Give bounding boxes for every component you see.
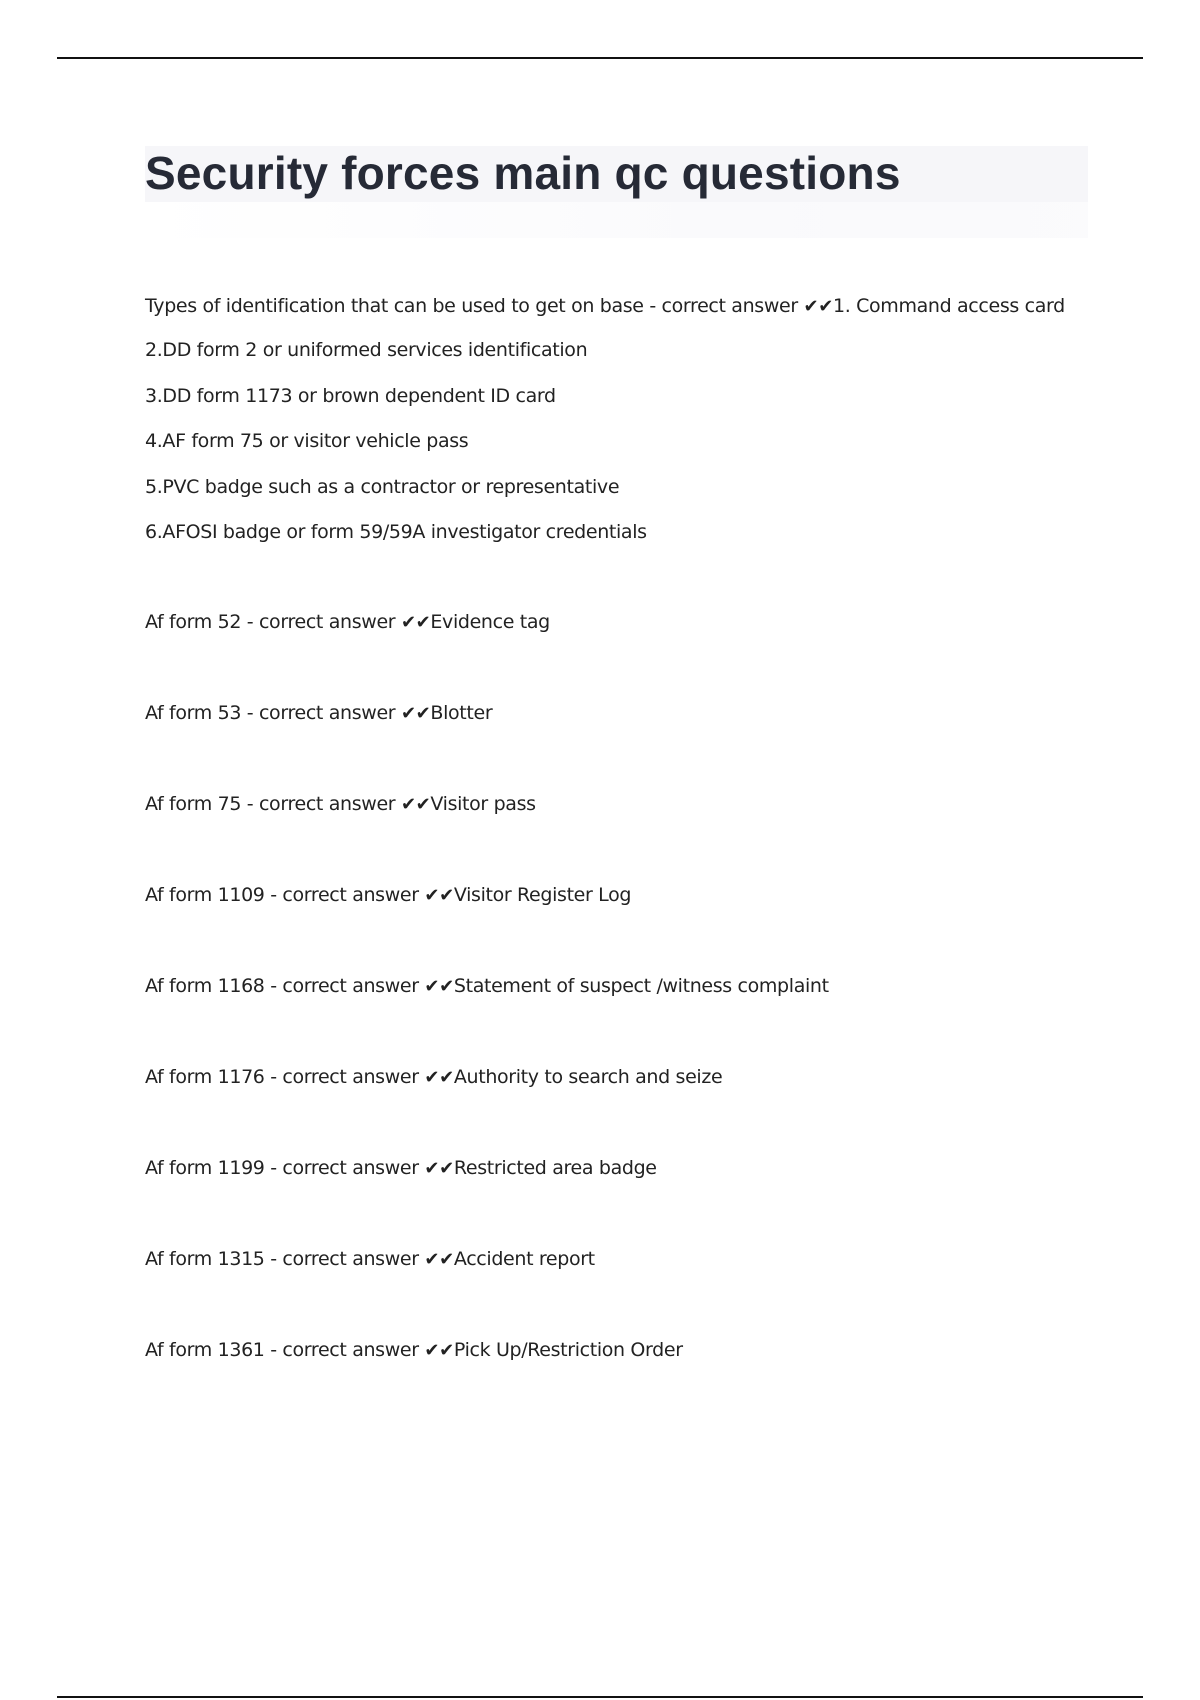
id-question-text: Types of identification that can be used to get on base - correct answer bbox=[145, 295, 804, 317]
qa-line-af-form-1361 bbox=[145, 1338, 683, 1363]
id-answer-item: 2.DD form 2 or uniformed services identification bbox=[145, 339, 588, 361]
qa-line-af-form-1176 bbox=[145, 1065, 722, 1090]
id-answer-item: 3.DD form 1173 or brown dependent ID card bbox=[145, 385, 556, 407]
qa-question: Af form 1176 - correct answer bbox=[145, 1066, 425, 1088]
id-answer-item: 5.PVC badge such as a contractor or representative bbox=[145, 476, 620, 498]
qa-line-af-form-53 bbox=[145, 701, 492, 726]
checkmark-icon: ✔✔ bbox=[400, 703, 431, 724]
qa-question: Af form 1109 - correct answer bbox=[145, 884, 425, 906]
id-answer-item: 6.AFOSI badge or form 59/59A investigator credentials bbox=[145, 521, 647, 543]
qa-question: Af form 52 - correct answer bbox=[145, 611, 401, 633]
checkmark-icon: ✔✔ bbox=[424, 1249, 454, 1270]
qa-answer: Authority to search and seize bbox=[453, 1066, 723, 1088]
qa-line-af-form-52 bbox=[145, 610, 550, 635]
top-rule bbox=[57, 57, 1143, 59]
qa-line-af-form-75 bbox=[145, 792, 536, 817]
checkmark-icon: ✔✔ bbox=[424, 1067, 454, 1088]
qa-answer: Blotter bbox=[430, 702, 493, 724]
qa-answer: Restricted area badge bbox=[453, 1157, 657, 1179]
qa-answer: Visitor Register Log bbox=[453, 884, 632, 906]
id-answer-first: 1. Command access card bbox=[832, 295, 1065, 317]
qa-answer: Evidence tag bbox=[430, 611, 550, 633]
qa-question: Af form 1315 - correct answer bbox=[145, 1248, 425, 1270]
qa-question: Af form 1199 - correct answer bbox=[145, 1157, 425, 1179]
qa-question: Af form 53 - correct answer bbox=[145, 702, 401, 724]
checkmark-icon: ✔✔ bbox=[424, 885, 454, 906]
qa-line-af-form-1199 bbox=[145, 1156, 657, 1181]
checkmark-icon: ✔✔ bbox=[400, 794, 431, 815]
qa-question: Af form 75 - correct answer bbox=[145, 793, 401, 815]
qa-question: Af form 1168 - correct answer bbox=[145, 975, 425, 997]
qa-line-af-form-1168 bbox=[145, 974, 829, 999]
document-title: Security forces main qc questions bbox=[145, 147, 901, 199]
checkmark-icon: ✔✔ bbox=[424, 976, 454, 997]
qa-line-af-form-1109 bbox=[145, 883, 631, 908]
checkmark-icon: ✔✔ bbox=[400, 612, 431, 633]
id-answer-item: 4.AF form 75 or visitor vehicle pass bbox=[145, 430, 469, 452]
qa-answer: Pick Up/Restriction Order bbox=[453, 1339, 683, 1361]
bottom-rule bbox=[57, 1696, 1143, 1698]
qa-question: Af form 1361 - correct answer bbox=[145, 1339, 425, 1361]
checkmark-icon: ✔✔ bbox=[803, 296, 833, 317]
qa-answer: Visitor pass bbox=[430, 793, 536, 815]
checkmark-icon: ✔✔ bbox=[424, 1158, 454, 1179]
checkmark-icon: ✔✔ bbox=[424, 1340, 454, 1361]
id-question-line bbox=[145, 294, 1065, 319]
title-highlight-fade bbox=[145, 202, 1088, 238]
qa-answer: Statement of suspect /witness complaint bbox=[453, 975, 829, 997]
qa-line-af-form-1315 bbox=[145, 1247, 595, 1272]
qa-answer: Accident report bbox=[453, 1248, 595, 1270]
